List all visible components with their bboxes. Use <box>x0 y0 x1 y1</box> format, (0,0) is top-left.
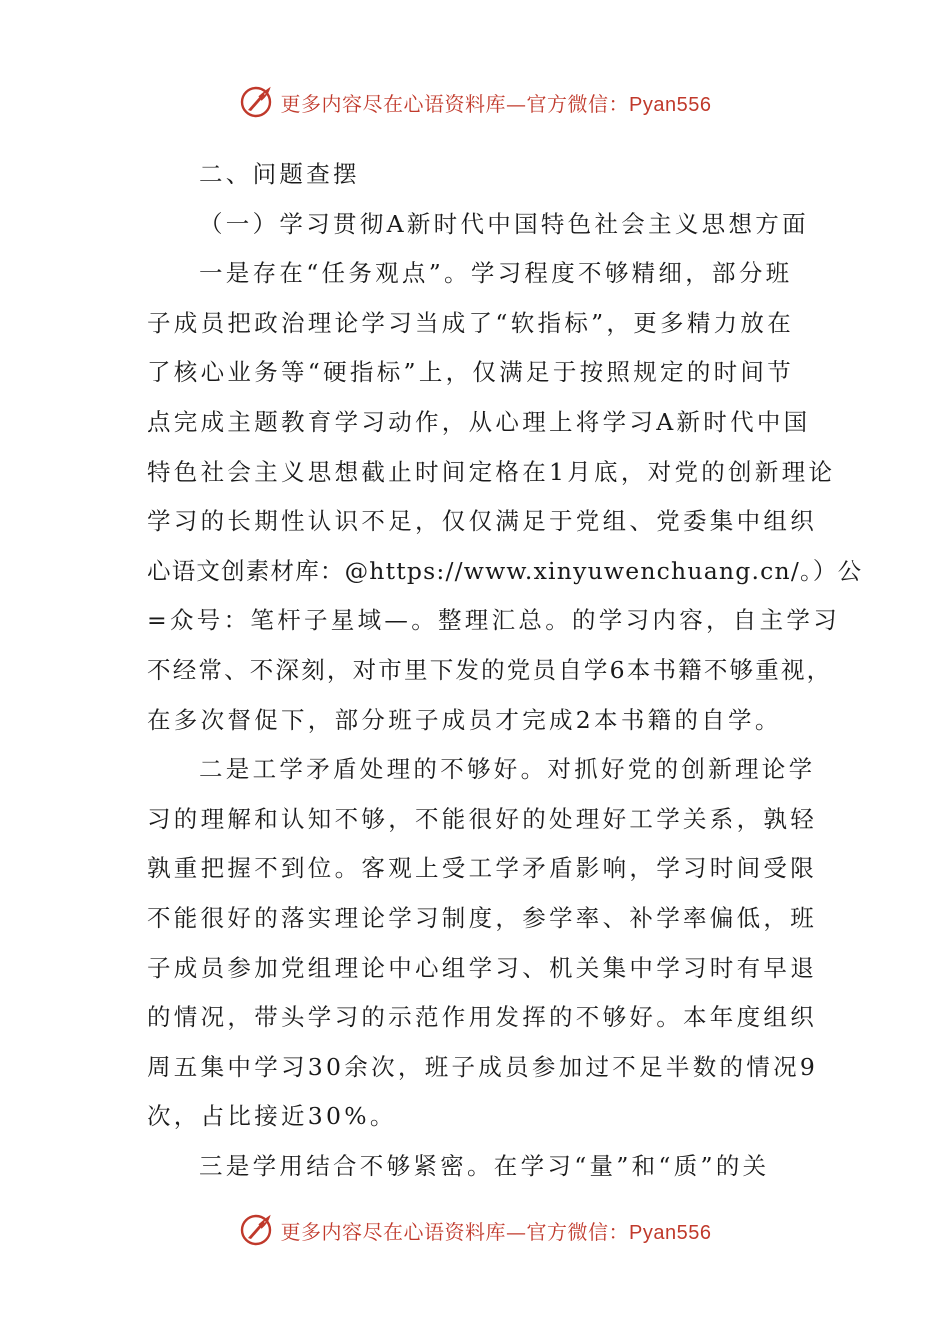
subsection-heading: （一）学习贯彻A新时代中国特色社会主义思想方面 <box>199 209 809 238</box>
paragraph-line: 学习的长期性认识不足，仅仅满足于党组、党委集中组织 <box>147 507 817 536</box>
quill-logo-icon <box>239 85 273 119</box>
paragraph-line: 三是学用结合不够紧密。在学习“量”和“质”的关 <box>199 1151 770 1180</box>
paragraph-line: 不经常、不深刻，对市里下发的党员自学6本书籍不够重视， <box>147 655 833 684</box>
paragraph-line: 心语文创素材库：@https://www.xinyuwenchuang.cn/。）公 <box>147 556 863 585</box>
paragraph-line: 子成员把政治理论学习当成了“软指标”，更多精力放在 <box>147 308 795 337</box>
paragraph-line: 点完成主题教育学习动作，从心理上将学习A新时代中国 <box>147 407 811 436</box>
document-body <box>147 150 863 1191</box>
paragraph-line: 周五集中学习30余次，班子成员参加过不足半数的情况9 <box>147 1052 819 1081</box>
paragraph-line: 在多次督促下，部分班子成员才完成2本书籍的自学。 <box>147 705 782 734</box>
watermark-label: 更多内容尽在心语资料库—官方微信： <box>280 1219 630 1244</box>
paragraph-line: 的情况，带头学习的示范作用发挥的不够好。本年度组织 <box>147 1003 817 1032</box>
paragraph-line: 子成员参加党组理论中心组学习、机关集中学习时有早退 <box>147 953 817 982</box>
watermark-wechat-id: Pyan556 <box>629 1221 712 1244</box>
quill-logo-icon <box>239 1213 273 1247</box>
watermark-wechat-id: Pyan556 <box>629 93 712 116</box>
watermark-text <box>281 1216 712 1245</box>
watermark-text <box>281 88 712 117</box>
footer-watermark <box>0 1210 950 1250</box>
paragraph-line: 二是工学矛盾处理的不够好。对抓好党的创新理论学 <box>199 755 816 784</box>
paragraph-line: 习的理解和认知不够，不能很好的处理好工学关系，孰轻 <box>147 804 817 833</box>
paragraph-line: 特色社会主义思想截止时间定格在1月底，对党的创新理论 <box>147 457 836 486</box>
header-watermark <box>0 82 950 122</box>
section-heading: 二、问题查摆 <box>199 160 360 188</box>
paragraph-line: 孰重把握不到位。客观上受工学矛盾影响，学习时间受限 <box>147 854 817 883</box>
paragraph-line: 不能很好的落实理论学习制度，参学率、补学率偏低，班 <box>147 903 817 932</box>
paragraph-line: =众号：笔杆子星域—。整理汇总。的学习内容，自主学习 <box>147 606 840 635</box>
paragraph-line: 了核心业务等“硬指标”上，仅满足于按照规定的时间节 <box>147 358 795 387</box>
paragraph-line: 次，占比接近30%。 <box>147 1102 397 1131</box>
watermark-label: 更多内容尽在心语资料库—官方微信： <box>280 91 630 116</box>
paragraph-line: 一是存在“任务观点”。学习程度不够精细，部分班 <box>199 259 793 288</box>
